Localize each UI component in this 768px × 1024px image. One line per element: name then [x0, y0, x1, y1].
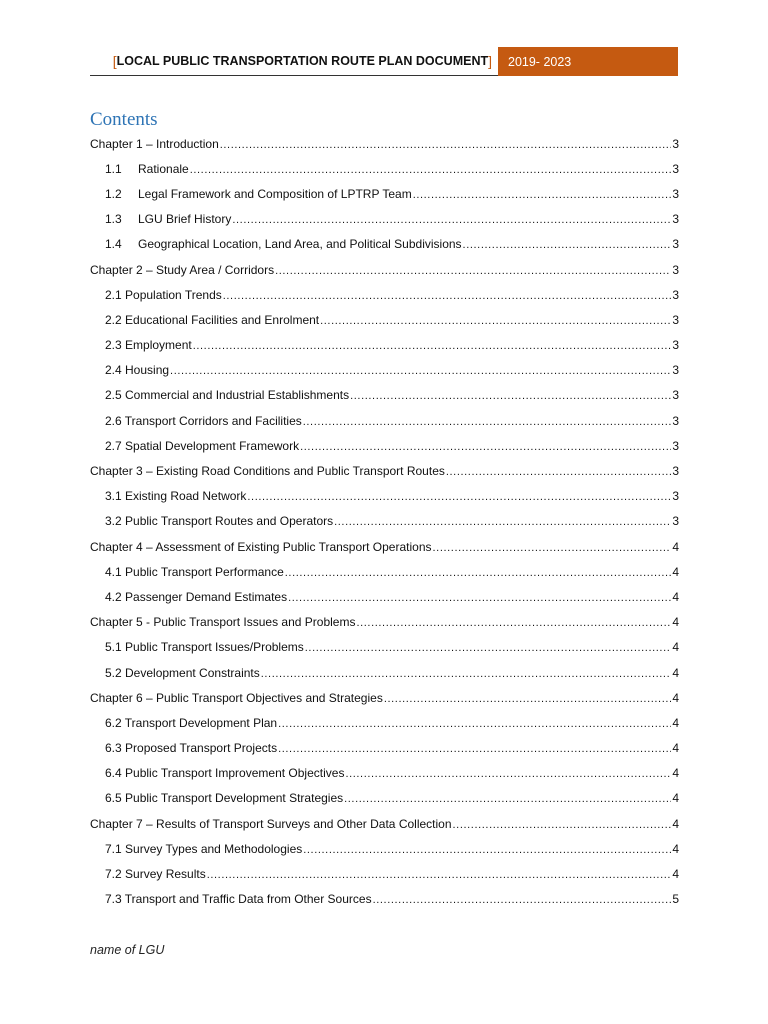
- toc-entry-page: 4: [672, 766, 679, 781]
- toc-entry-title: Chapter 5 - Public Transport Issues and Problems: [90, 615, 356, 630]
- toc-entry[interactable]: [90, 484, 679, 509]
- toc-entry[interactable]: [90, 861, 679, 886]
- toc-entry-title: 4.2 Passenger Demand Estimates: [105, 589, 288, 604]
- toc-entry[interactable]: [90, 635, 679, 660]
- toc-entry-title: Chapter 3 – Existing Road Conditions and Public Transport Routes: [90, 464, 445, 479]
- toc-entry-title: 4.1 Public Transport Performance: [105, 564, 284, 579]
- toc-entry-title: 6.3 Proposed Transport Projects: [105, 741, 278, 756]
- toc-entry-page: 3: [672, 438, 679, 453]
- toc-entry-page: 3: [672, 287, 679, 302]
- toc-entry-title: 2.5 Commercial and Industrial Establishments: [105, 388, 350, 403]
- toc-entry-title: 6.5 Public Transport Development Strategies: [105, 791, 344, 806]
- toc-entry[interactable]: [90, 786, 679, 811]
- toc-dot-leader: [373, 892, 672, 906]
- toc-entry[interactable]: [90, 282, 679, 307]
- toc-entry-title: Chapter 2 – Study Area / Corridors: [90, 262, 275, 277]
- toc-dot-leader: [247, 489, 671, 503]
- toc-entry[interactable]: [90, 836, 679, 861]
- toc-entry-title: 2.4 Housing: [105, 363, 170, 378]
- toc-entry-title: Chapter 6 – Public Transport Objectives and Strategies: [90, 690, 383, 705]
- toc-dot-leader: [278, 716, 671, 730]
- toc-entry[interactable]: [90, 383, 679, 408]
- toc-dot-leader: [334, 514, 671, 528]
- toc-entry-number: 1.3: [105, 212, 122, 227]
- toc-entry[interactable]: [90, 811, 679, 836]
- header-title-box: [90, 47, 498, 76]
- header-bracket-open: [: [112, 53, 117, 69]
- toc-entry-page: 3: [672, 186, 679, 201]
- toc-dot-leader: [220, 137, 672, 151]
- toc-entry-page: 4: [672, 640, 679, 655]
- toc-entry[interactable]: [90, 685, 679, 710]
- toc-entry-page: 4: [672, 615, 679, 630]
- toc-dot-leader: [288, 590, 671, 604]
- toc-entry-title: Chapter 4 – Assessment of Existing Public Transport Operations: [90, 539, 432, 554]
- toc-entry[interactable]: [90, 408, 679, 433]
- toc-dot-leader: [278, 741, 671, 755]
- toc-entry[interactable]: [90, 887, 679, 912]
- toc-entry-title: LGU Brief History: [138, 212, 232, 227]
- toc-entry-page: 4: [672, 539, 679, 554]
- toc-entry-title: 7.1 Survey Types and Methodologies: [105, 841, 303, 856]
- toc-entry-title: 5.2 Development Constraints: [105, 665, 260, 680]
- toc-entry-page: 5: [672, 892, 679, 907]
- toc-entry-page: 3: [672, 489, 679, 504]
- toc-entry[interactable]: [90, 131, 679, 156]
- toc-entry-number: 1.1: [105, 161, 122, 176]
- header-year: 2019- 2023: [508, 54, 572, 69]
- header-year-box: [498, 47, 678, 76]
- toc-dot-leader: [356, 615, 671, 629]
- toc-entry[interactable]: [90, 232, 679, 257]
- toc-dot-leader: [433, 540, 672, 554]
- toc-entry-page: 4: [672, 564, 679, 579]
- toc-entry-title: 7.2 Survey Results: [105, 867, 206, 882]
- toc-entry-title: 3.2 Public Transport Routes and Operators: [105, 514, 334, 529]
- toc-entry[interactable]: [90, 307, 679, 332]
- toc-entry-title: Geographical Location, Land Area, and Political Subdivisions: [138, 237, 462, 252]
- toc-entry-title: Legal Framework and Composition of LPTRP Team: [138, 186, 412, 201]
- toc-entry-page: 4: [672, 816, 679, 831]
- toc-entry-page: 3: [672, 464, 679, 479]
- toc-entry-page: 3: [672, 338, 679, 353]
- toc-entry-page: 3: [672, 312, 679, 327]
- toc-entry[interactable]: [90, 156, 679, 181]
- toc-dot-leader: [345, 766, 671, 780]
- table-of-contents: [90, 131, 679, 912]
- toc-entry-title: 2.7 Spatial Development Framework: [105, 438, 300, 453]
- toc-dot-leader: [303, 842, 671, 856]
- toc-entry-page: 4: [672, 589, 679, 604]
- toc-dot-leader: [384, 691, 671, 705]
- toc-entry[interactable]: [90, 207, 679, 232]
- toc-dot-leader: [446, 464, 671, 478]
- toc-dot-leader: [232, 212, 671, 226]
- toc-entry-page: 3: [672, 212, 679, 227]
- toc-entry-page: 3: [672, 237, 679, 252]
- header-title: LOCAL PUBLIC TRANSPORTATION ROUTE PLAN DOCUMENT: [116, 54, 489, 68]
- toc-dot-leader: [285, 565, 672, 579]
- toc-entry-page: 4: [672, 715, 679, 730]
- toc-entry-number: 1.2: [105, 186, 122, 201]
- toc-entry[interactable]: [90, 584, 679, 609]
- toc-dot-leader: [261, 666, 672, 680]
- toc-entry-title: 6.2 Transport Development Plan: [105, 715, 278, 730]
- toc-entry-title: Chapter 7 – Results of Transport Surveys and Other Data Collection: [90, 816, 452, 831]
- toc-dot-leader: [207, 867, 672, 881]
- toc-entry[interactable]: [90, 559, 679, 584]
- toc-dot-leader: [320, 313, 671, 327]
- toc-dot-leader: [170, 363, 671, 377]
- toc-entry[interactable]: [90, 534, 679, 559]
- toc-entry-title: 6.4 Public Transport Improvement Objectives: [105, 766, 345, 781]
- toc-entry[interactable]: [90, 333, 679, 358]
- toc-entry[interactable]: [90, 610, 679, 635]
- toc-entry-page: 4: [672, 665, 679, 680]
- toc-entry[interactable]: [90, 257, 679, 282]
- toc-entry-page: 4: [672, 741, 679, 756]
- toc-entry[interactable]: [90, 458, 679, 483]
- toc-entry-title: 2.2 Educational Facilities and Enrolment: [105, 312, 320, 327]
- toc-dot-leader: [350, 388, 671, 402]
- toc-entry-title: Chapter 1 – Introduction: [90, 136, 219, 151]
- toc-dot-leader: [305, 640, 672, 654]
- toc-entry-title: 7.3 Transport and Traffic Data from Other Sources: [105, 892, 372, 907]
- toc-dot-leader: [223, 288, 672, 302]
- toc-entry[interactable]: [90, 358, 679, 383]
- toc-entry-page: 4: [672, 791, 679, 806]
- toc-entry-page: 3: [672, 413, 679, 428]
- toc-entry-title: Rationale: [138, 161, 189, 176]
- toc-entry-page: 4: [672, 841, 679, 856]
- toc-entry[interactable]: [90, 509, 679, 534]
- toc-dot-leader: [193, 338, 672, 352]
- toc-entry[interactable]: [90, 181, 679, 206]
- toc-entry-page: 3: [672, 161, 679, 176]
- toc-heading: Contents: [90, 109, 158, 130]
- toc-dot-leader: [463, 237, 672, 251]
- toc-dot-leader: [303, 414, 672, 428]
- toc-entry[interactable]: [90, 736, 679, 761]
- toc-entry-page: 4: [672, 690, 679, 705]
- header-bracket-close: ]: [488, 53, 492, 69]
- toc-entry-title: 2.3 Employment: [105, 338, 192, 353]
- toc-entry-title: 3.1 Existing Road Network: [105, 489, 247, 504]
- footer-text: name of LGU: [90, 943, 165, 957]
- toc-entry-page: 3: [672, 136, 679, 151]
- toc-entry[interactable]: [90, 660, 679, 685]
- toc-entry[interactable]: [90, 433, 679, 458]
- toc-entry-title: 2.1 Population Trends: [105, 287, 222, 302]
- toc-entry-page: 3: [672, 262, 679, 277]
- toc-dot-leader: [413, 187, 672, 201]
- toc-entry[interactable]: [90, 710, 679, 735]
- toc-entry-page: 4: [672, 867, 679, 882]
- toc-dot-leader: [453, 817, 672, 831]
- toc-entry-title: 5.1 Public Transport Issues/Problems: [105, 640, 304, 655]
- toc-dot-leader: [300, 439, 671, 453]
- toc-dot-leader: [190, 162, 672, 176]
- toc-entry-page: 3: [672, 514, 679, 529]
- toc-dot-leader: [275, 263, 671, 277]
- toc-entry-title: 2.6 Transport Corridors and Facilities: [105, 413, 302, 428]
- toc-entry-page: 3: [672, 388, 679, 403]
- toc-entry-page: 3: [672, 363, 679, 378]
- page-header: [90, 47, 678, 76]
- toc-entry[interactable]: [90, 761, 679, 786]
- toc-entry-number: 1.4: [105, 237, 122, 252]
- toc-dot-leader: [344, 791, 671, 805]
